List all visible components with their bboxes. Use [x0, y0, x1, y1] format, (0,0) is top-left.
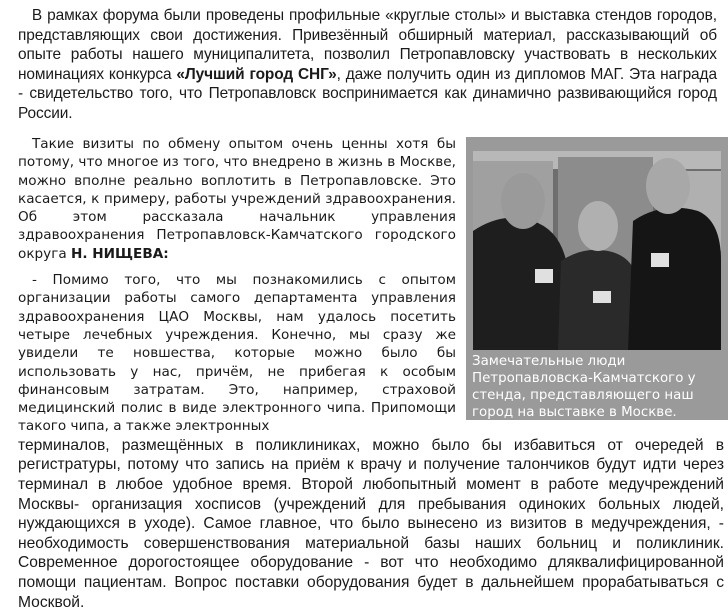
text: , даже получить один из дипломов МАГ. Эта награда - свидетельство того, что Петропавловск воспринимается как динамично развивающийся город России.: [18, 65, 717, 122]
photo-caption: Замечательные люди Петропавловска-Камчатского у стенда, представляющего наш город на выставке в Москве.: [472, 354, 696, 420]
paragraph-forum: [18, 6, 717, 123]
contest-name: «Лучший город СНГ»: [176, 65, 337, 83]
paragraph-quote-continued: терминалов, размещённых в поликлиниках, можно было бы избавиться от очередей в регистратуры, потому что запись на приём к врачу и получение талончиков будут идти через терминал в любое удобное время. Второй любопытный момент в работе медучреждений Москвы- организация хосписов (учреждений для пребывания одиноких больных людей, нуждающихся в уходе). Самое главное, что было вынесено из визитов в медучреждения, - необходимость совершенствования материальной базы наших больниц и поликлиник. Современное дорогостоящее оборудование - вот что необходимо дляквалифицированной помощи пациентам. Вопрос поставки оборудования будет в дальнейшем прорабатываться с Москвой.: [18, 436, 724, 611]
article: [18, 6, 724, 612]
paragraph-quote: - Помимо того, что мы познакомились с опытом организации работы самого департамента управления здравоохранения ЦАО Москвы, нам удалось посетить четыре лечебных учреждения. Конечно, мы сразу же увидели те новшества, которые можно было бы использовать у нас, причём, не прибегая к особым финансовым затратам. Это, например, страховой медицинский полис в виде электронного чипа. Припомощи такого чипа, а также электронных: [18, 272, 456, 435]
text: Такие визиты по обмену опытом очень ценны хотя бы потому, что многое из того, что внедрено в жизнь в Москве, можно вполне реально воплотить в Петропавловске. Это касается, к примеру, работы учреждений здравоохранения. Об этом рассказала начальник управления здравоохранения Петропавловск-Камчатского городского округа: [18, 136, 456, 262]
photo-figure: [466, 137, 728, 420]
text: В рамках форума были проведены профильные «круглые столы» и выставка стендов городов, представляющих свои достижения. Привезённый обширный материал, рассказывающий об опыте работы нашего муниципалитета, позволил Петропавловску участвовать в нескольких номинациях конкурса: [18, 7, 717, 83]
photo-delegation: [473, 151, 721, 350]
speaker-name: Н. НИЩЕВА:: [71, 245, 169, 262]
